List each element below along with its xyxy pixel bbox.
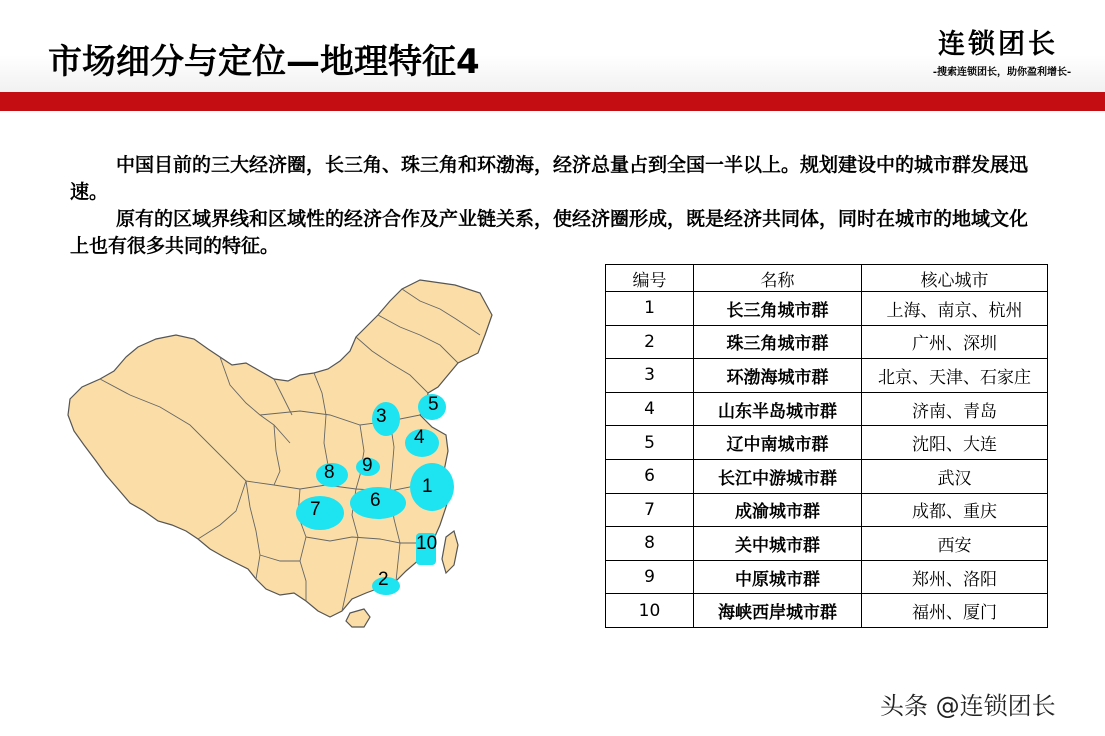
row-cluster-name: 关中城市群 [694,527,862,561]
table-row [606,594,1048,628]
table-row [606,426,1048,460]
row-core-cities: 成都、重庆 [862,493,1048,527]
map-label-5: 5 [428,394,439,415]
map-label-2: 2 [378,569,389,590]
row-core-cities: 广州、深圳 [862,325,1048,359]
row-cluster-name: 珠三角城市群 [694,325,862,359]
row-number: 4 [606,392,694,426]
city-cluster-table [605,264,1048,628]
table-row [606,325,1048,359]
header-red-band [0,92,1105,111]
map-label-10: 10 [416,533,438,554]
brand-logo-text: 连锁团长 [938,29,1058,60]
row-number: 10 [606,594,694,628]
row-number: 6 [606,459,694,493]
row-core-cities: 郑州、洛阳 [862,560,1048,594]
row-core-cities: 济南、青岛 [862,392,1048,426]
row-cluster-name: 成渝城市群 [694,493,862,527]
column-header-number: 编号 [606,265,694,292]
row-number: 5 [606,426,694,460]
brand-slogan: -搜索连锁团长，助你盈利增长- [932,67,1072,78]
map-label-8: 8 [324,462,335,483]
table-header-row [606,265,1048,292]
page-title: 市场细分与定位—地理特征4 [48,42,480,82]
row-number: 8 [606,527,694,561]
source-watermark: 头条 @连锁团长 [880,692,1056,720]
row-core-cities: 福州、厦门 [862,594,1048,628]
row-number: 7 [606,493,694,527]
row-cluster-name: 长江中游城市群 [694,459,862,493]
china-city-cluster-map [60,275,500,630]
map-label-6: 6 [370,490,381,511]
map-label-9: 9 [362,455,373,476]
intro-paragraph-2: 原有的区域界线和区域性的经济合作及产业链关系，使经济圈形成，既是经济共同体，同时在城市的地域文化上也有很多共同的特征。 [70,208,1029,257]
row-number: 3 [606,359,694,393]
hainan-island [346,609,370,627]
table-row [606,359,1048,393]
row-number: 1 [606,292,694,326]
table-row [606,392,1048,426]
row-cluster-name: 环渤海城市群 [694,359,862,393]
map-label-1: 1 [422,476,433,497]
table-row [606,459,1048,493]
row-cluster-name: 中原城市群 [694,560,862,594]
row-number: 9 [606,560,694,594]
row-cluster-name: 山东半岛城市群 [694,392,862,426]
row-cluster-name: 辽中南城市群 [694,426,862,460]
row-core-cities: 武汉 [862,459,1048,493]
column-header-name: 名称 [694,265,862,292]
row-core-cities: 西安 [862,527,1048,561]
taiwan-island [442,531,458,573]
table-row [606,292,1048,326]
table-row [606,493,1048,527]
row-cluster-name: 海峡西岸城市群 [694,594,862,628]
row-cluster-name: 长三角城市群 [694,292,862,326]
table-row [606,560,1048,594]
intro-text [70,152,1030,260]
column-header-core-cities: 核心城市 [862,265,1048,292]
intro-paragraph-1: 中国目前的三大经济圈，长三角、珠三角和环渤海，经济总量占到全国一半以上。规划建设中的城市群发展迅速。 [70,154,1029,203]
row-number: 2 [606,325,694,359]
map-label-7: 7 [310,499,321,520]
row-core-cities: 北京、天津、石家庄 [862,359,1048,393]
map-label-4: 4 [414,427,425,448]
table-row [606,527,1048,561]
map-label-3: 3 [376,406,387,427]
row-core-cities: 沈阳、大连 [862,426,1048,460]
row-core-cities: 上海、南京、杭州 [862,292,1048,326]
